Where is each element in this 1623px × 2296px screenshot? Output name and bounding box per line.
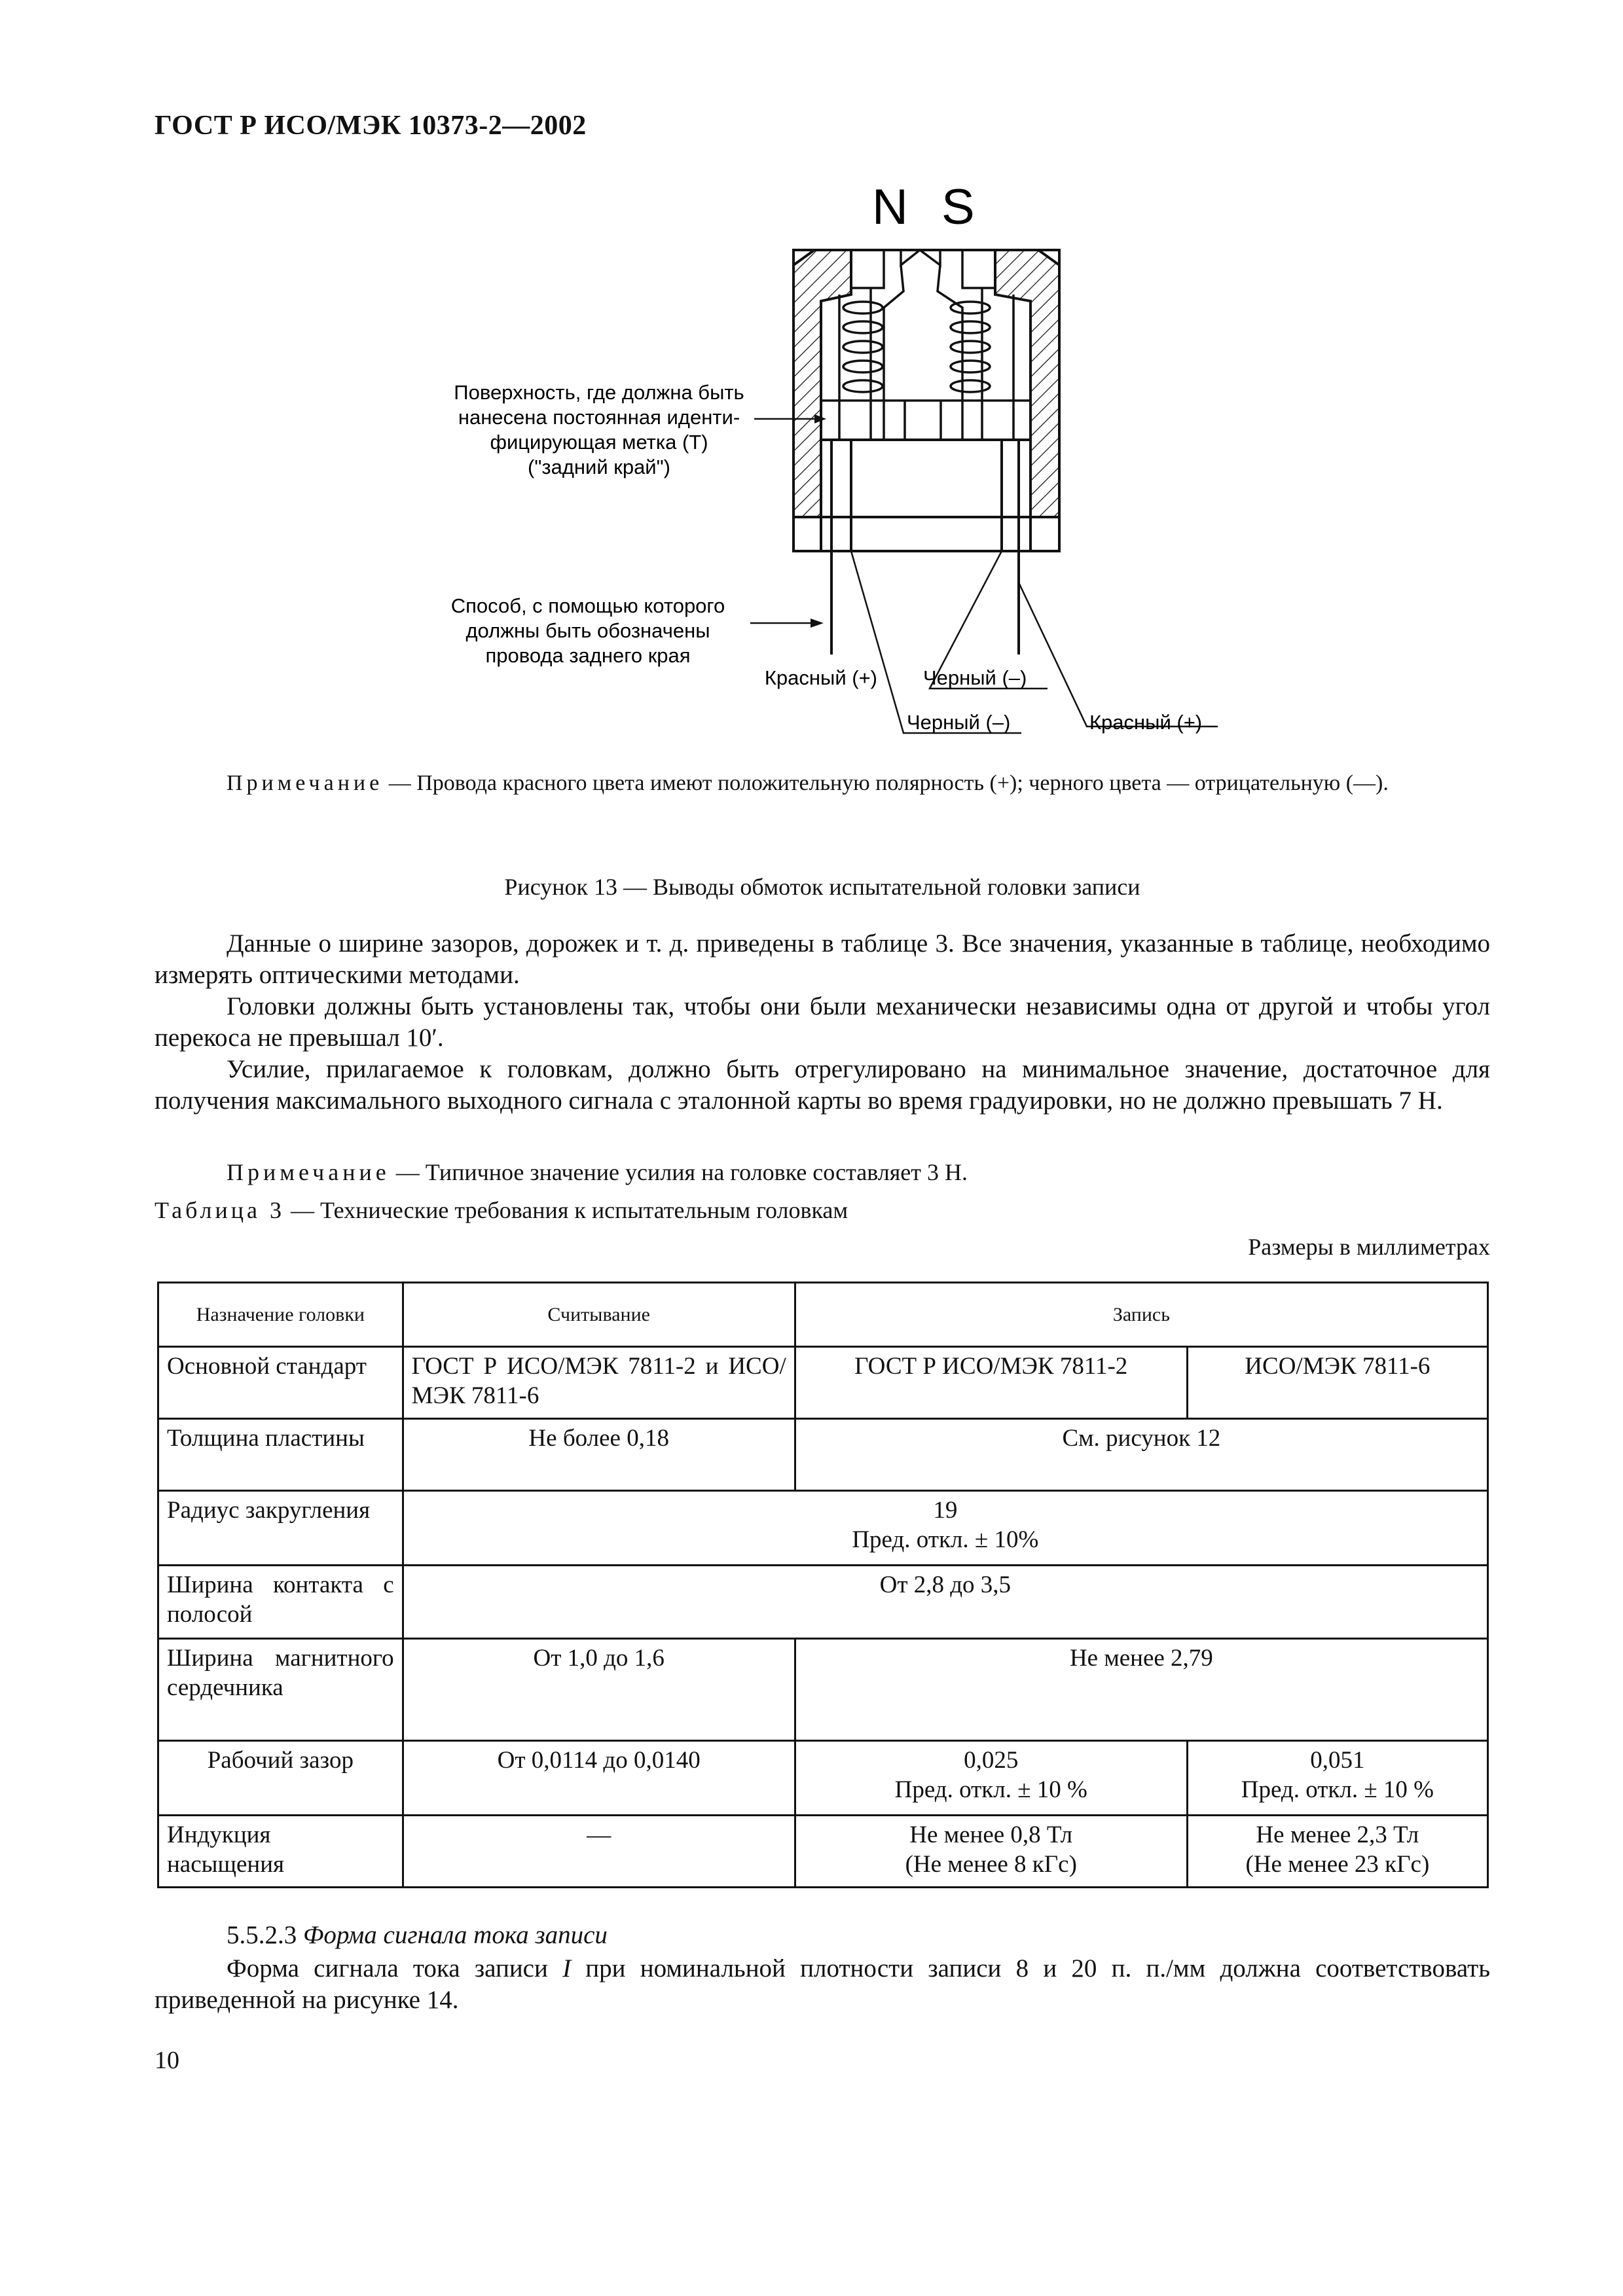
force-note-lead: Примечание [227, 1159, 390, 1185]
table-caption-lead: Таблица 3 [155, 1197, 285, 1223]
figure-note [155, 768, 1490, 798]
cell-value-tolerance: Пред. откл. ± 10% [852, 1526, 1039, 1553]
document-header: ГОСТ Р ИСО/МЭК 10373-2—2002 [155, 111, 587, 141]
section-symbol: I [562, 1954, 572, 1982]
paragraph-gap-widths: Данные о ширине зазоров, дорожек и т. д. приведены в таблице 3. Все значения, указанные в таблице, необходимо измерять оптическими методами. [155, 929, 1490, 989]
cell-write-a [795, 1741, 1187, 1816]
section-number: 5.5.2.3 [227, 1921, 297, 1949]
row-name: Радиус закругления [158, 1491, 403, 1566]
cell-value: От 2,8 до 3,5 [403, 1566, 1487, 1639]
cell-value-alt: (Не менее 23 кГс) [1245, 1851, 1430, 1878]
header-read: Считывание [403, 1283, 795, 1347]
paragraph-head-mounting: Головки должны быть установлены так, чтобы они были механически независимы одна от другой и чтобы угол перекоса не превышал 10′. [155, 992, 1490, 1052]
cell-value-main: Не менее 2,3 Тл [1256, 1821, 1419, 1848]
cell-write-b [1187, 1741, 1487, 1816]
figure-note-text: — Провода красного цвета имеют положительную полярность (+); черного цвета — отрицательную (—). [383, 771, 1389, 795]
force-note-text: — Типичное значение усилия на головке составляет 3 Н. [390, 1159, 968, 1185]
svg-text:нанесена постоянная иденти-: нанесена постоянная иденти- [458, 406, 740, 429]
callout-identification-surface [454, 381, 744, 478]
table-row-gap [158, 1741, 1488, 1816]
svg-text:фицирующая метка (T): фицирующая метка (T) [490, 431, 708, 454]
row-name: Основной стандарт [158, 1347, 403, 1419]
header-purpose: Назначение головки [158, 1283, 403, 1347]
cell-read: — [403, 1816, 795, 1888]
table-row-contact [158, 1566, 1488, 1639]
cell-write-b: ИСО/МЭК 7811-6 [1187, 1347, 1487, 1419]
row-name: Ширина контакта с полосой [158, 1566, 403, 1639]
wire-label-black-inner: Черный (–) [923, 666, 1027, 689]
specification-table [157, 1282, 1489, 1888]
cell-write: Не менее 2,79 [795, 1639, 1487, 1741]
figure-note-lead: Примечание [227, 771, 384, 795]
cell-write: См. рисунок 12 [795, 1419, 1487, 1491]
section-text-after: при номинальной плотности записи 8 и 20 п. п./мм должна соответствовать приведенной на рисунке 14. [155, 1954, 1490, 2014]
table-caption [155, 1196, 848, 1224]
cell-write-a [795, 1816, 1187, 1888]
row-name: Рабочий зазор [158, 1741, 403, 1816]
cell-write-b [1187, 1816, 1487, 1888]
wire-leads [831, 440, 1019, 655]
wire-label-black-lower: Черный (–) [907, 711, 1011, 734]
pole-label-south: S [941, 179, 975, 235]
force-note [155, 1157, 1490, 1187]
section-paragraph [155, 1953, 1490, 2016]
figure-caption: Рисунок 13 — Выводы обмоток испытательной головки записи [504, 874, 1140, 900]
table-row-core [158, 1639, 1488, 1741]
cell-read: ГОСТ Р ИСО/МЭК 7811-2 и ИСО/МЭК 7811-6 [403, 1347, 795, 1419]
cell-value-tolerance: Пред. откл. ± 10 % [1241, 1776, 1434, 1803]
section-heading [227, 1920, 608, 1950]
callout-wire-marking [451, 594, 725, 667]
cell-value-tolerance: Пред. откл. ± 10 % [894, 1776, 1087, 1803]
table-row-standard [158, 1347, 1488, 1419]
cell-value-alt: (Не менее 8 кГс) [905, 1851, 1077, 1878]
table-row-thickness [158, 1419, 1488, 1491]
svg-text:Способ, с помощью которого: Способ, с помощью которого [450, 594, 725, 617]
table-caption-text: — Технические требования к испытательным головкам [284, 1197, 848, 1223]
svg-text:Поверхность, где должна быть: Поверхность, где должна быть [454, 381, 744, 404]
cell-write-a: ГОСТ Р ИСО/МЭК 7811-2 [795, 1347, 1187, 1419]
cell-value-main: Не менее 0,8 Тл [909, 1821, 1073, 1848]
page-number: 10 [155, 2047, 179, 2074]
figure-write-head-wiring [0, 0, 1623, 759]
table-row-radius [158, 1491, 1488, 1566]
wire-label-red-right: Красный (+) [1089, 711, 1203, 734]
table-header-row [158, 1283, 1488, 1347]
svg-text:("задний край"): ("задний край") [528, 456, 670, 478]
section-title: Форма сигнала тока записи [303, 1921, 608, 1949]
cell-read: От 0,0114 до 0,0140 [403, 1741, 795, 1816]
cell-value-main: 19 [933, 1497, 958, 1524]
header-write: Запись [795, 1283, 1487, 1347]
cell-value-main: 0,025 [964, 1747, 1019, 1774]
row-name: Толщина пластины [158, 1419, 403, 1491]
svg-text:провода заднего края: провода заднего края [485, 644, 691, 667]
cell-value [403, 1491, 1487, 1566]
cell-read: Не более 0,18 [403, 1419, 795, 1491]
svg-text:должны быть обозначены: должны быть обозначены [465, 619, 710, 642]
wire-label-red-left: Красный (+) [764, 666, 877, 689]
row-name: Ширина магнитного сердечника [158, 1639, 403, 1741]
cell-value-main: 0,051 [1310, 1747, 1365, 1774]
cell-read: От 1,0 до 1,6 [403, 1639, 795, 1741]
pole-label-north: N [872, 179, 908, 235]
section-text-before: Форма сигнала тока записи [227, 1954, 563, 1982]
table-units: Размеры в миллиметрах [1248, 1234, 1490, 1260]
paragraph-head-force: Усилие, прилагаемое к головкам, должно быть отрегулировано на минимальное значение, достаточное для получения максимального выходного сигнала с эталонной карты во время градуировки, но не должно превышать 7 Н. [155, 1055, 1490, 1115]
table-row-saturation [158, 1816, 1488, 1888]
row-name: Индукция насыщения [158, 1816, 403, 1888]
